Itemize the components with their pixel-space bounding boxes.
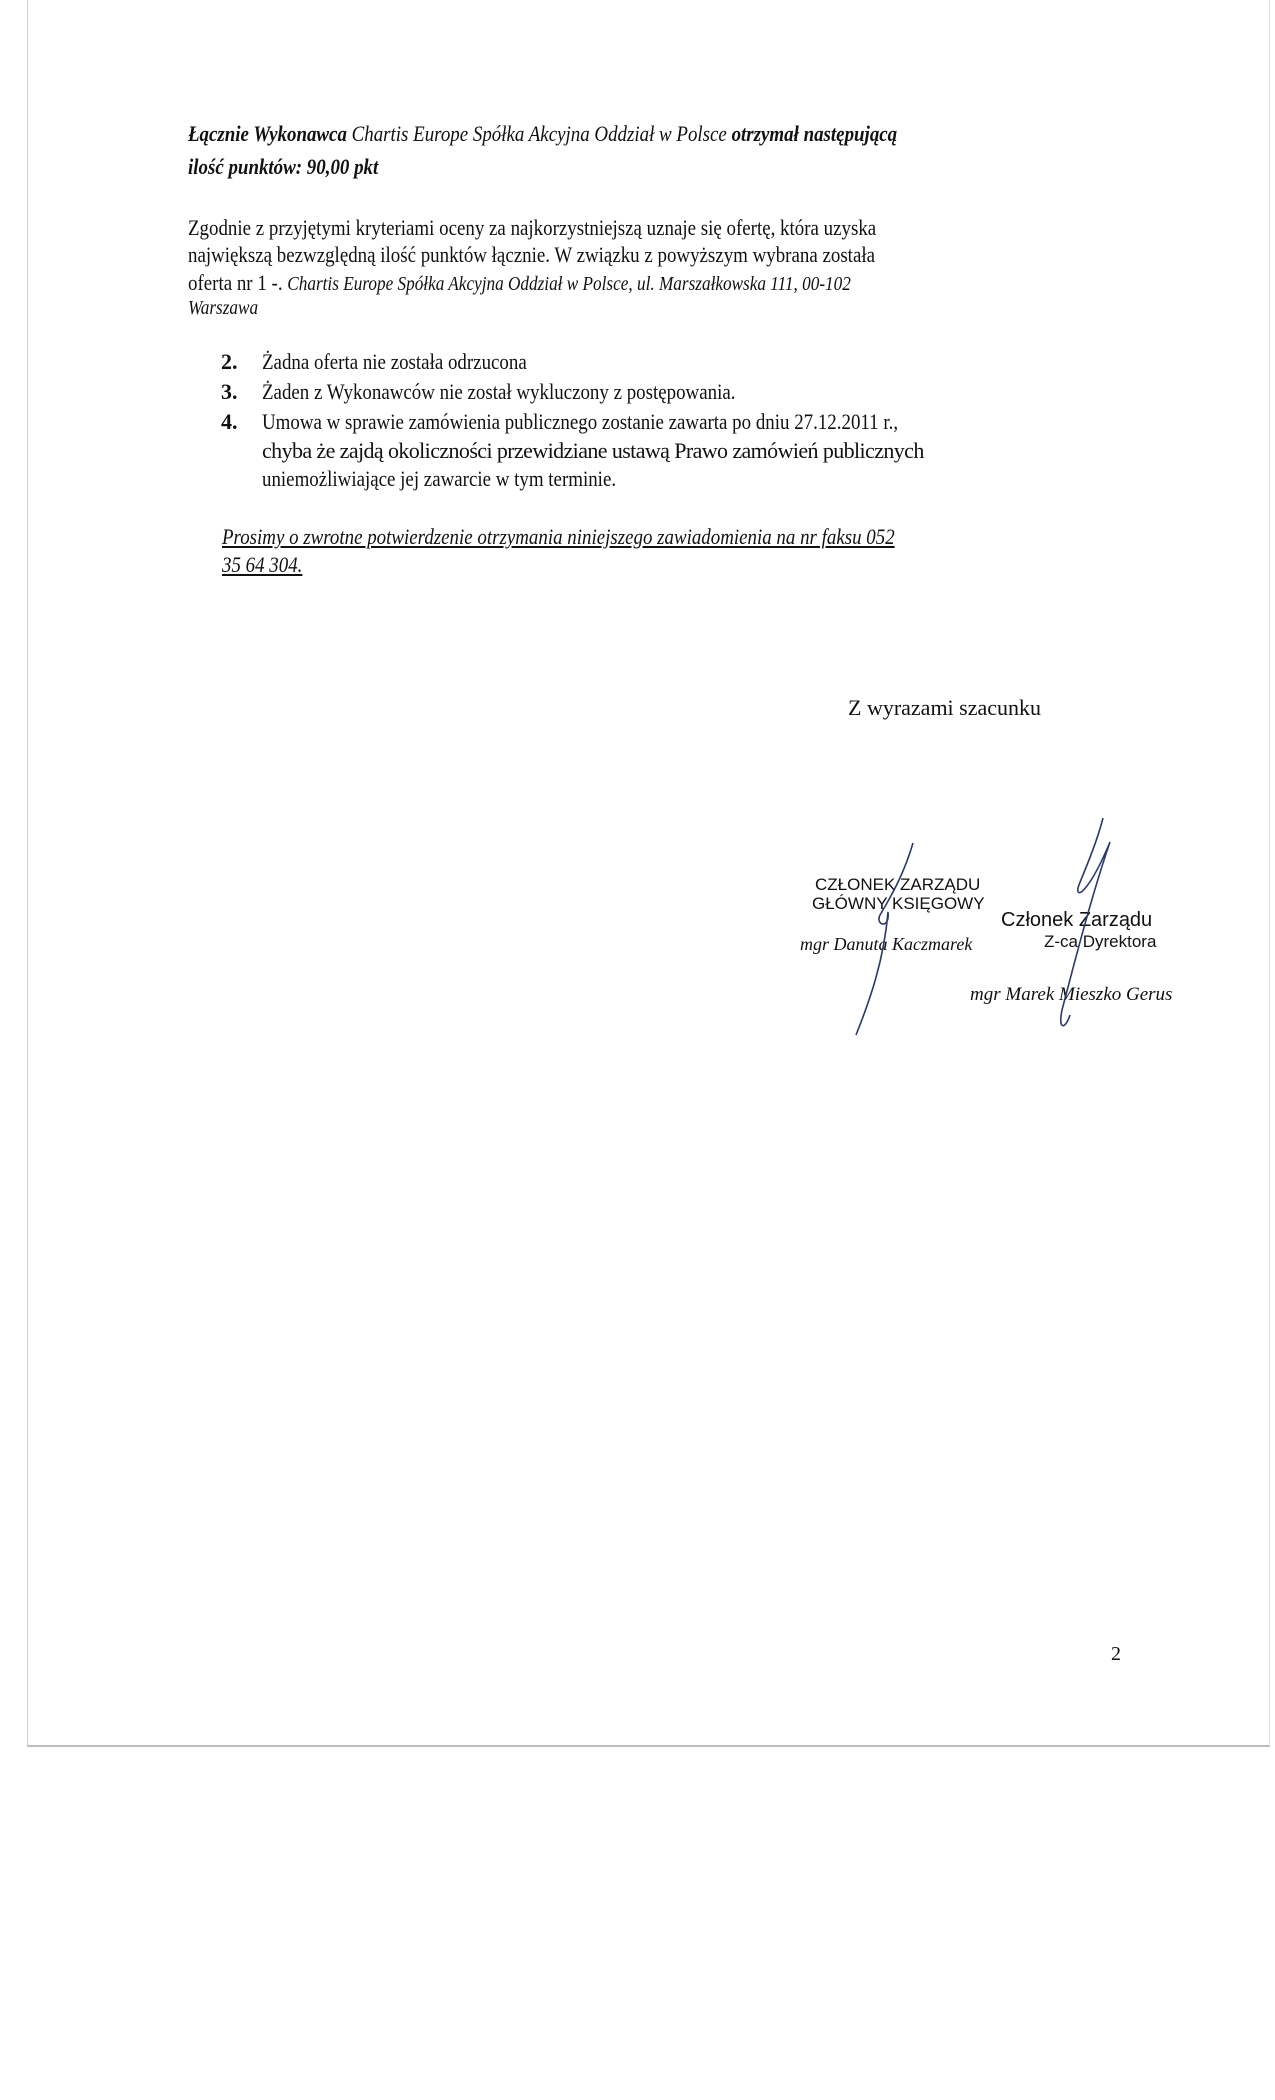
- summary-points: ilość punktów: 90,00 pkt: [188, 154, 379, 179]
- right-signer-name: mgr Marek Mieszko Gerus: [970, 984, 1173, 1005]
- item-number: 3.: [221, 379, 238, 404]
- page-number: 2: [1111, 1643, 1121, 1665]
- item-text: Umowa w sprawie zamówienia publicznego zostanie zawarta po dniu 27.12.2011 r.,: [262, 409, 899, 434]
- fax-request-text: Prosimy o zwrotne potwierdzenie otrzymania niniejszego zawiadomienia na nr faksu 052: [222, 524, 895, 549]
- fax-number: 35 64 304.: [222, 552, 303, 577]
- item-number: 2.: [221, 349, 238, 374]
- item-text: uniemożliwiające jej zawarcie w tym terminie.: [262, 466, 617, 491]
- closing-salutation: Z wyrazami szacunku: [848, 695, 1042, 720]
- right-signer-title-2: Z-ca Dyrektora: [1044, 932, 1157, 951]
- left-signer-name: mgr Danuta Kaczmarek: [800, 934, 973, 954]
- left-signer-title-1: CZŁONEK ZARZĄDU: [815, 875, 981, 894]
- winner-city: Warszawa: [188, 297, 259, 319]
- item-text: Żaden z Wykonawców nie został wykluczony z postępowania.: [262, 379, 736, 404]
- item-text: Żadna oferta nie została odrzucona: [262, 349, 527, 374]
- summary-company: Chartis Europe Spółka Akcyjna Oddział w Polsce: [351, 121, 727, 146]
- winner-address: Chartis Europe Spółka Akcyjna Oddział w Polsce, ul. Marszałkowska 111, 00-102: [287, 273, 851, 295]
- right-signer-title-1: Członek Zarządu: [1001, 909, 1153, 931]
- item-text: chyba że zajdą okoliczności przewidziane ustawą Prawo zamówień publicznych: [262, 438, 924, 463]
- item-number: 4.: [221, 409, 238, 434]
- summary-received: otrzymał następującą: [731, 121, 898, 146]
- left-signature-stroke: [856, 843, 913, 1035]
- paragraph-text: Zgodnie z przyjętymi kryteriami oceny za najkorzystniejszą uznaje się ofertę, która uzyska: [188, 215, 877, 240]
- summary-lead: Łącznie Wykonawca: [188, 121, 347, 146]
- paragraph-text: największą bezwzględną ilość punktów łącznie. W związku z powyższym wybrana została: [188, 242, 876, 267]
- paragraph-prefix: oferta nr 1 -.: [188, 270, 283, 295]
- right-signature-stroke: [1061, 818, 1110, 1026]
- left-signer-title-2: GŁÓWNY KSIĘGOWY: [812, 894, 985, 913]
